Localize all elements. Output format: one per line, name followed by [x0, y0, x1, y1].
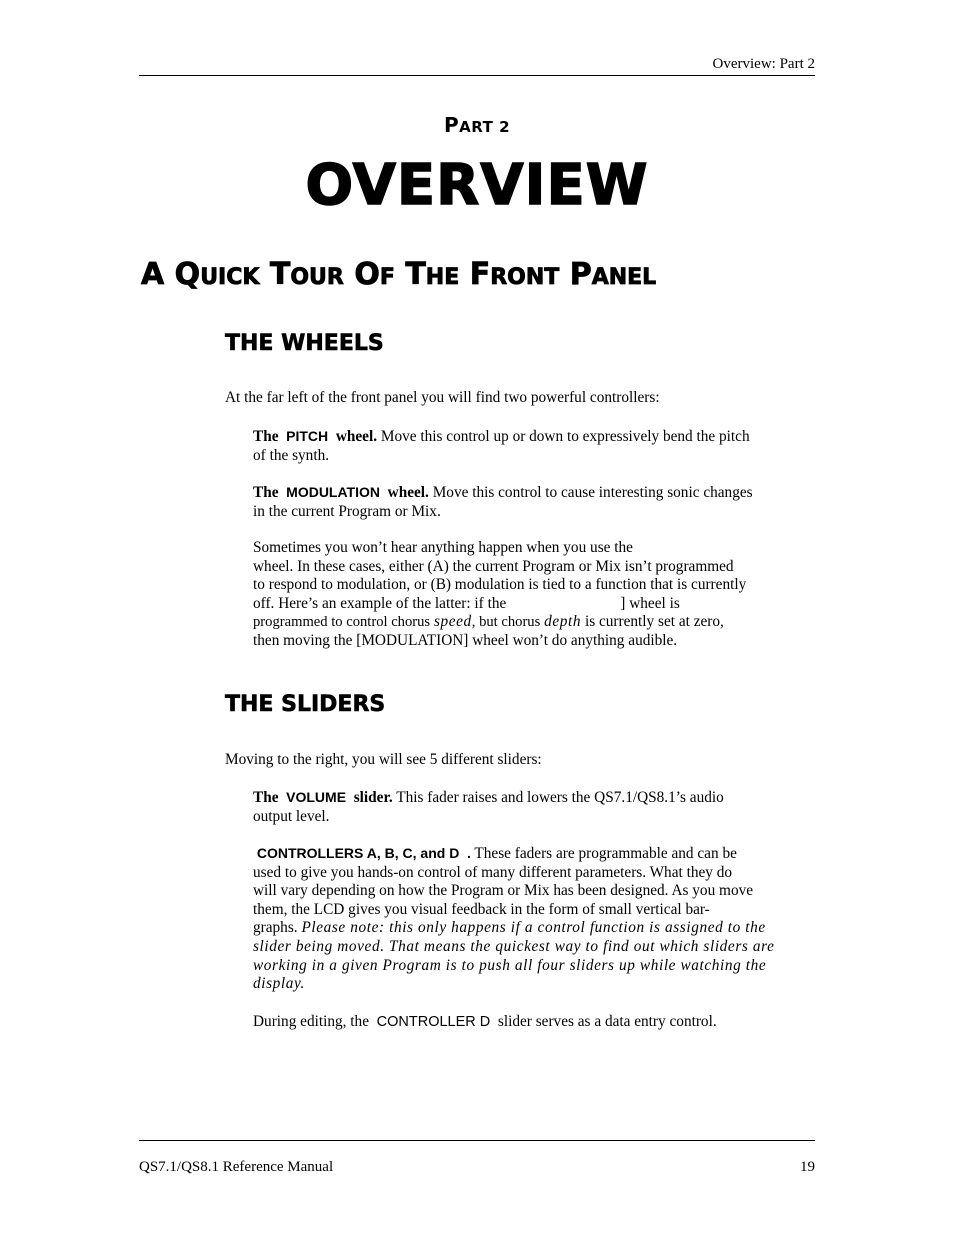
modulation-note-paragraph: Sometimes you won’t hear anything happen when you use the wheel. In these cases, either (A) the current Program or Mix isn’t programmed to respond to modulation, or (B) modulation is tied to a function that is currently off. Here’s an example of the latter: if the ] wheel is programmed to control chorus speed, but chorus depth is currently set at zero, then moving the [MODULATION] wheel won’t do anything audible. [253, 539, 747, 649]
volume-key-label: VOLUME [286, 789, 347, 805]
chapter-title: OVERVIEW [305, 153, 649, 218]
pitch-key-label: PITCH [286, 428, 329, 444]
page-number: 19 [800, 1159, 815, 1175]
footer-manual-title: QS7.1/QS8.1 Reference Manual [139, 1159, 334, 1175]
running-head: Overview: Part 2 [712, 56, 815, 72]
controller-d-key-label: CONTROLLER D [376, 1014, 491, 1030]
sliders-heading: THE SLIDERS [225, 692, 386, 717]
wheels-intro: At the far left of the front panel you will find two powerful controllers: [225, 389, 660, 406]
editing-paragraph: During editing, the CONTROLLER D slider serves as a data entry control. [253, 1013, 717, 1030]
controllers-paragraph: CONTROLLERS A, B, C, and D . These faders are programmable and can be used to give you hands-on control of many different parameters. What they do will vary depending on how the Program or Mix has been designed. As you move them, the LCD gives you visual feedback in the form of small vertical bar- graphs. Please note: this only happens if a control function is assigned to the slider being moved. That means the quickest way to find out which sliders are working in a given Program is to push all four sliders up while watching the display. [253, 845, 775, 993]
part-label: PART 2 [443, 113, 511, 137]
modulation-wheel-paragraph: The MODULATION wheel. Move this control to cause interesting sonic changes in the current Program or Mix. [253, 484, 753, 520]
modulation-key-label: MODULATION [286, 484, 380, 500]
sliders-intro: Moving to the right, you will see 5 different sliders: [225, 751, 542, 768]
controllers-key-label: CONTROLLERS A, B, C, and D [256, 845, 460, 861]
volume-slider-paragraph: The VOLUME slider. This fader raises and lowers the QS7.1/QS8.1’s audio output level. [253, 789, 724, 825]
wheels-heading: THE WHEELS [225, 331, 384, 356]
footer-rule [139, 1140, 815, 1141]
header-rule [139, 75, 815, 76]
pitch-wheel-paragraph: The PITCH wheel. Move this control up or down to expressively bend the pitch of the synth. [253, 428, 750, 464]
section-heading: A QUICK TOUR OF THE FRONT PANEL [141, 257, 657, 292]
